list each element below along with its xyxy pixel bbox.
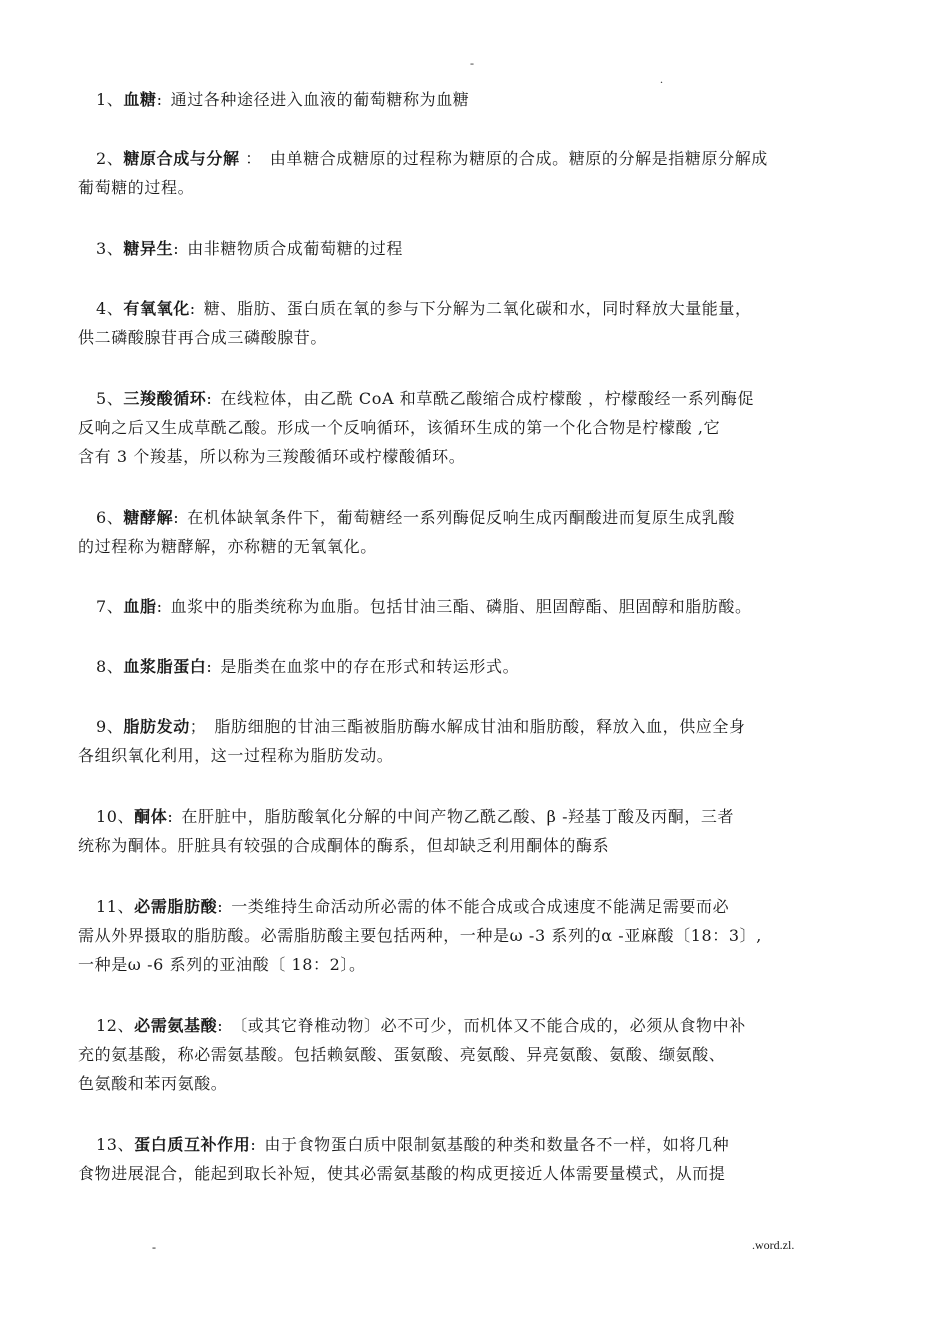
- entry-text-line: 血浆中的脂类统称为血脂。包括甘油三酯、磷脂、胆固醇酯、胆固醇和脂肪酸。: [170, 597, 752, 616]
- entry-text-line: 在机体缺氧条件下，葡萄糖经一系列酶促反响生成丙酮酸进而复原生成乳酸: [187, 508, 736, 527]
- entry-separator: :: [173, 508, 180, 527]
- definition-entry: [78, 144, 878, 202]
- entry-text-line: 通过各种途径进入血液的葡萄糖称为血糖: [170, 90, 470, 109]
- definition-entry: [78, 234, 878, 263]
- entry-separator: :: [206, 389, 213, 408]
- entry-separator: :: [189, 299, 196, 318]
- entry-text-line: 反响之后又生成草酰乙酸。形成一个反响循环，该循环生成的第一个化合物是柠檬酸 ,它: [78, 418, 721, 437]
- entry-text-line: 的过程称为糖酵解，亦称糖的无氧氧化。: [78, 537, 377, 556]
- entry-text-line: 脂肪细胞的甘油三酯被脂肪酶水解成甘油和脂肪酸，释放入血，供应全身: [214, 717, 746, 736]
- entry-separator: ；: [189, 717, 207, 736]
- entry-text-line: 在肝脏中，脂肪酸氧化分解的中间产物乙酰乙酸、β -羟基丁酸及丙酮，三者: [181, 807, 735, 826]
- entry-text-line: 糖、脂肪、蛋白质在氧的参与下分解为二氧化碳和水，同时释放大量能量，: [203, 299, 752, 318]
- entry-term: 血浆脂蛋白: [123, 657, 207, 676]
- entry-number: 6、: [96, 508, 124, 527]
- header-dash: -: [470, 56, 474, 70]
- entry-term: 血糖: [123, 90, 157, 109]
- entry-separator: :: [206, 657, 213, 676]
- entry-first-line: [78, 712, 878, 741]
- entry-term: 脂肪发动: [123, 717, 190, 736]
- entry-term: 三羧酸循环: [123, 389, 207, 408]
- entry-separator: :: [217, 897, 224, 916]
- definition-entry: [78, 503, 878, 561]
- entry-term: 血脂: [123, 597, 157, 616]
- entry-first-line: [78, 802, 878, 831]
- entry-first-line: [78, 85, 878, 114]
- entry-term: 必需脂肪酸: [134, 897, 218, 916]
- entry-text-line: 各组织氧化利用，这一过程称为脂肪发动。: [78, 746, 394, 765]
- entry-first-line: [78, 1011, 878, 1040]
- entry-term: 糖原合成与分解: [123, 149, 240, 168]
- entry-term: 蛋白质互补作用: [134, 1135, 251, 1154]
- entry-separator: :: [173, 239, 180, 258]
- entry-number: 5、: [96, 389, 124, 408]
- entry-term: 糖酵解: [123, 508, 174, 527]
- entry-term: 必需氨基酸: [134, 1016, 218, 1035]
- entry-term: 有氧氧化: [123, 299, 190, 318]
- entry-separator: ：: [239, 149, 262, 168]
- entry-term: 酮体: [134, 807, 168, 826]
- entry-first-line: [78, 592, 878, 621]
- entry-text-line: 由非糖物质合成葡萄糖的过程: [187, 239, 404, 258]
- entry-text-line: 由于食物蛋白质中限制氨基酸的种类和数量各不一样，如将几种: [264, 1135, 730, 1154]
- entry-text-line: 需从外界摄取的脂肪酸。必需脂肪酸主要包括两种，一种是ω -3 系列的α -亚麻酸〔18：3〕,: [78, 926, 762, 945]
- definition-entry: [78, 1011, 878, 1098]
- entry-separator: :: [156, 597, 163, 616]
- entry-first-line: [78, 503, 878, 532]
- entry-separator: :: [217, 1016, 224, 1035]
- entry-text-line: 食物进展混合，能起到取长补短，使其必需氨基酸的构成更接近人体需要量模式，从而提: [78, 1164, 726, 1183]
- entry-number: 7、: [96, 597, 124, 616]
- footer-site-mark: .word.zl.: [752, 1238, 795, 1252]
- entry-separator: :: [156, 90, 163, 109]
- definition-entry: [78, 294, 878, 352]
- entry-text-line: 含有 3 个羧基，所以称为三羧酸循环或柠檬酸循环。: [78, 447, 466, 466]
- definition-entry: [78, 592, 878, 621]
- entry-number: 13、: [96, 1135, 135, 1154]
- entry-text-line: 充的氨基酸，称必需氨基酸。包括赖氨酸、蛋氨酸、亮氨酸、异亮氨酸、氨酸、缬氨酸、: [78, 1045, 726, 1064]
- definition-entry: [78, 1130, 878, 1188]
- entry-first-line: [78, 234, 878, 263]
- entry-first-line: [78, 1130, 878, 1159]
- entry-text-line: 葡萄糖的过程。: [78, 178, 195, 197]
- entry-text-line: 在线粒体，由乙酰 CoA 和草酰乙酸缩合成柠檬酸 ，柠檬酸经一系列酶促: [220, 389, 755, 408]
- entry-text-line: 一种是ω -6 系列的亚油酸〔 18：2〕。: [78, 955, 366, 974]
- entry-text-line: 是脂类在血浆中的存在形式和转运形式。: [220, 657, 520, 676]
- entry-text-line: 供二磷酸腺苷再合成三磷酸腺苷。: [78, 328, 328, 347]
- entry-number: 2、: [96, 149, 124, 168]
- entry-number: 9、: [96, 717, 124, 736]
- entry-number: 1、: [96, 90, 124, 109]
- entry-term: 糖异生: [123, 239, 174, 258]
- header-dot: .: [660, 72, 663, 86]
- entry-first-line: [78, 144, 878, 173]
- entry-first-line: [78, 294, 878, 323]
- entry-text-line: 〔或其它脊椎动物〕必不可少，而机体又不能合成的，必须从食物中补: [231, 1016, 746, 1035]
- entry-separator: :: [250, 1135, 257, 1154]
- entry-first-line: [78, 892, 878, 921]
- entry-first-line: [78, 652, 878, 681]
- entry-number: 8、: [96, 657, 124, 676]
- definition-entry: [78, 652, 878, 681]
- entry-text-line: 一类维持生命活动所必需的体不能合成或合成速度不能满足需要而必: [231, 897, 730, 916]
- entry-number: 3、: [96, 239, 124, 258]
- definition-entry: [78, 384, 878, 471]
- entry-separator: :: [167, 807, 174, 826]
- definition-entry: [78, 712, 878, 770]
- definition-entry: [78, 802, 878, 860]
- entry-number: 10、: [96, 807, 135, 826]
- footer-left-mark: -: [152, 1240, 156, 1254]
- entry-text-line: 由单糖合成糖原的过程称为糖原的合成。糖原的分解是指糖原分解成: [269, 149, 768, 168]
- entry-text-line: 统称为酮体。肝脏具有较强的合成酮体的酶系，但却缺乏利用酮体的酶系: [78, 836, 610, 855]
- definition-entry: [78, 892, 878, 979]
- entry-number: 12、: [96, 1016, 135, 1035]
- entry-text-line: 色氨酸和苯丙氨酸。: [78, 1074, 228, 1093]
- entry-number: 11、: [96, 897, 135, 916]
- definition-entry: [78, 85, 878, 114]
- entry-number: 4、: [96, 299, 124, 318]
- entry-first-line: [78, 384, 878, 413]
